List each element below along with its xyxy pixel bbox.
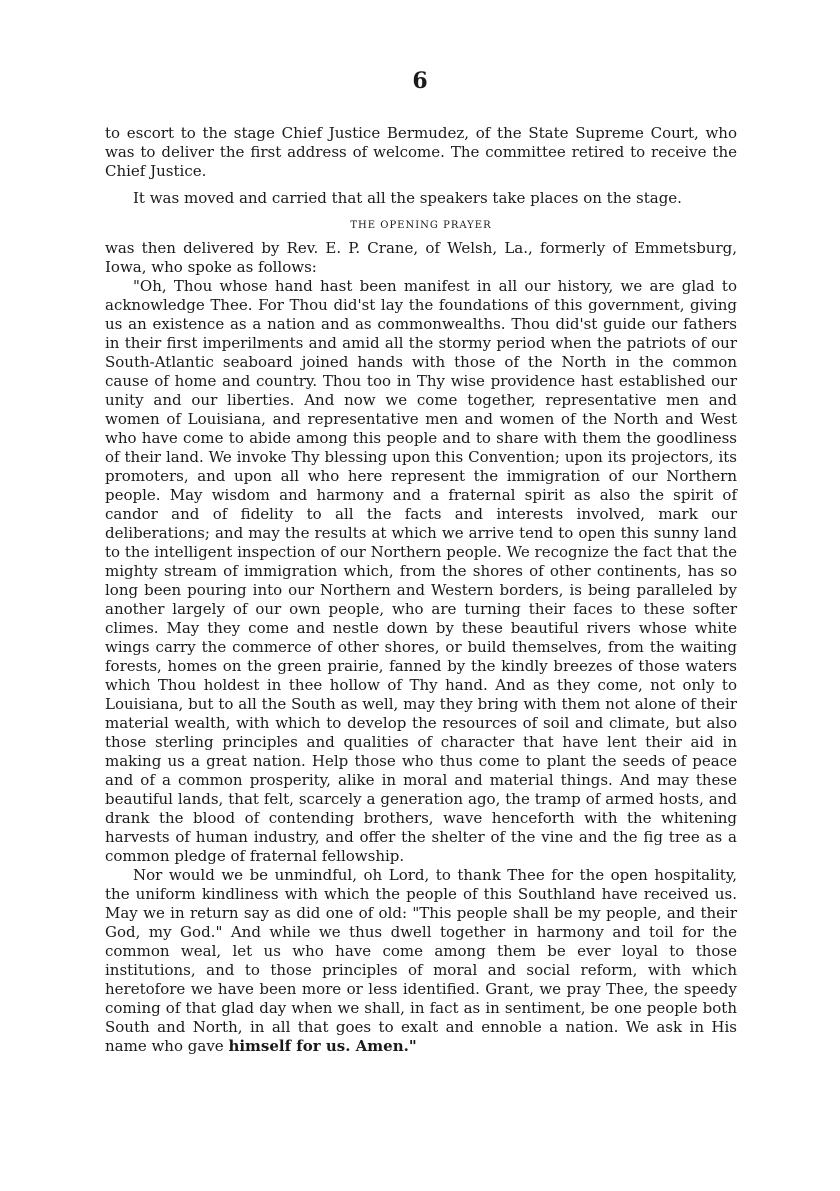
prayer-closing: himself for us. Amen.": [228, 1037, 417, 1055]
prayer-paragraph-1: "Oh, Thou whose hand hast been manifest in all our history, we are glad to acknowledge Thee. For Thou did'st lay the foundations of this government, giving us an existence as a nation and as commonwealths. Thou did'st guide our fathers in their first imperilments and amid all the stormy period when the patriots of our South-Atlantic seaboard joined hands with those of the North in the common cause of home and country. Thou too in Thy wise providence hast established our unity and our liberties. And now we come together, representative men and women of Louisiana, and representative men and women of the North and West who have come to abide among this people and to share with them the goodliness of their land. We invoke Thy blessing upon this Convention; upon its projectors, its promoters, and upon all who here represent the immigration of our Northern people. May wisdom and harmony and a fraternal spirit as also the spirit of candor and of fidelity to all the facts and interests involved, mark our deliberations; and may the results at which we arrive tend to open this sunny land to the intelligent inspection of our Northern people. We recognize the fact that the mighty stream of immigration which, from the shores of other continents, has so long been pouring into our Northern and Western borders, is being paralleled by another largely of our own people, who are turning their faces to these softer climes. May they come and nestle down by these beautiful rivers whose white wings carry the commerce of other shores, or build themselves, from the waiting forests, homes on the green prairie, fanned by the kindly breezes of those waters which Thou holdest in thee hollow of Thy hand. And as they come, not only to Louisiana, but to all the South as well, may they bring with them not alone of their material wealth, with which to develop the resources of soil and climate, but also those sterling principles and qualities of character that have lent their aid in making us a great nation. Help those who thus come to plant the seeds of peace and of a common prosperity, alike in moral and material things. And may these beautiful lands, that felt, scarcely a generation ago, the tramp of armed hosts, and drank the blood of contending brothers, wave henceforth with the whitening harvests of human industry, and offer the shelter of the vine and the fig tree as a common pledge of fraternal fellowship.: [105, 277, 737, 865]
page-body: [105, 124, 737, 1056]
prayer-paragraph-2: [105, 866, 737, 1056]
paragraph-escort: to escort to the stage Chief Justice Bermudez, of the State Supreme Court, who was to deliver the first address of welcome. The committee retired to receive the Chief Justice.: [105, 124, 737, 180]
prayer-paragraph-2-text: Nor would we be unmindful, oh Lord, to thank Thee for the open hospitality, the uniform kindliness with which the people of this Southland have received us. May we in return say as did one of old: "This people shall be my people, and their God, my God." And while we thus dwell together in harmony and toil for the common weal, let us who have come among them be ever loyal to those institutions, and to those principles of moral and social reform, with which heretofore we have been more or less identified. Grant, we pray Thee, the speedy coming of that glad day when we shall, in fact as in sentiment, be one people both South and North, in all that goes to exalt and ennoble a nation. We ask in His name who gave: [105, 866, 737, 1055]
paragraph-intro: was then delivered by Rev. E. P. Crane, of Welsh, La., formerly of Emmetsburg, Iowa, who spoke as follows:: [105, 239, 737, 276]
page-number: 6: [412, 68, 428, 94]
paragraph-motion: It was moved and carried that all the speakers take places on the stage.: [133, 189, 682, 207]
section-heading: THE OPENING PRAYER: [350, 220, 492, 231]
